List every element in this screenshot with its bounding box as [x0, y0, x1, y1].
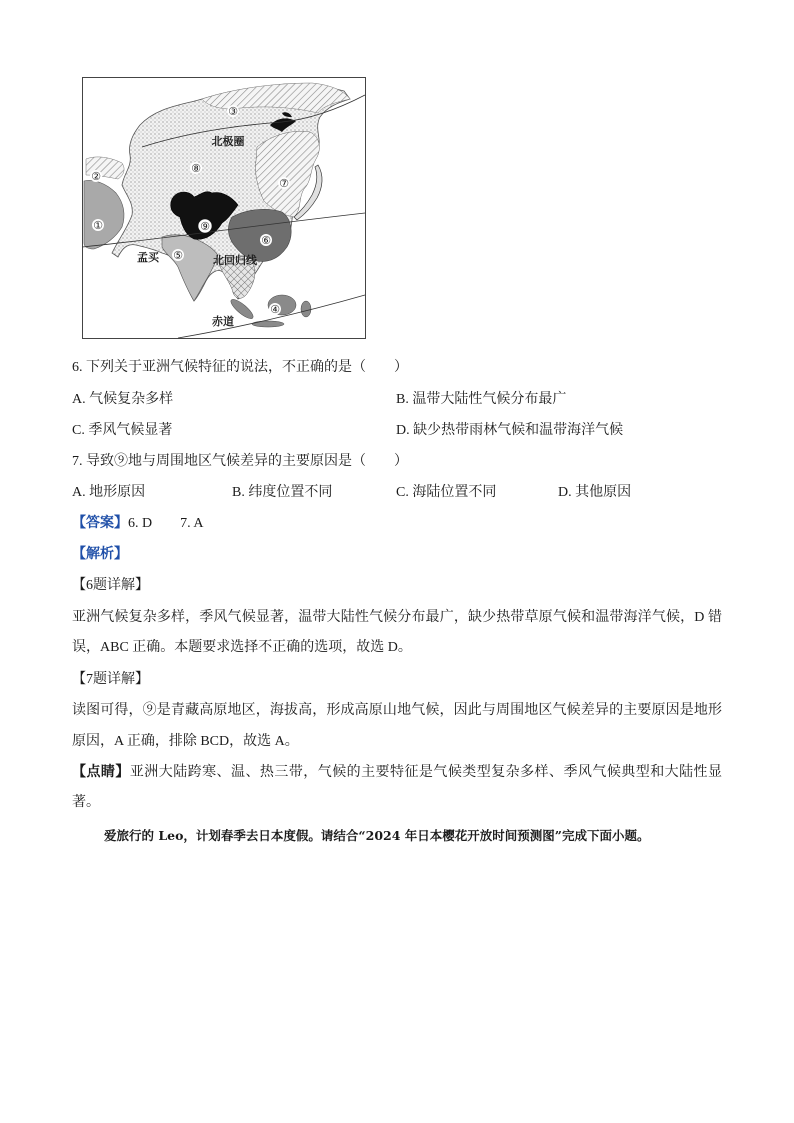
question-6-option-c: C. 季风气候显著	[72, 423, 173, 438]
question-7-option-c: C. 海陆位置不同	[396, 485, 497, 500]
region-marker-8-text: ⑧	[191, 162, 201, 175]
region-marker-9	[198, 219, 212, 233]
question-6-stem: 6. 下列关于亚洲气候特征的说法，不正确的是（ ）	[72, 360, 408, 375]
arctic-circle-label: 北极圈	[211, 135, 245, 148]
q6-detail-heading: 【6题详解】	[72, 578, 149, 593]
question-7-option-d: D. 其他原因	[558, 485, 632, 500]
region-marker-4	[269, 303, 281, 316]
question-6-option-a: A. 气候复杂多样	[72, 392, 174, 407]
region-marker-1-text: ①	[93, 219, 103, 232]
analysis-label: 【解析】	[72, 547, 128, 562]
mumbai-label: 孟买	[137, 251, 159, 264]
region-marker-9-text: ⑨	[200, 220, 210, 233]
region-marker-4-text: ④	[270, 303, 280, 316]
question-7-option-b: B. 纬度位置不同	[232, 485, 333, 500]
tip-text-1: 亚洲大陆跨寒、温、热三带，气候的主要特征是气候类型复杂多样、季风气候典型和大陆性显	[129, 765, 723, 780]
region-marker-5-text: ⑤	[173, 249, 183, 262]
asia-climate-map	[82, 77, 366, 339]
q6-detail-line-1: 亚洲气候复杂多样，季风气候显著，温带大陆性气候分布最广，缺少热带草原气候和温带海洋气候，D 错	[72, 610, 722, 625]
region-marker-6-text: ⑥	[261, 234, 271, 247]
region-marker-1	[92, 219, 104, 232]
question-6-option-d: D. 缺少热带雨林气候和温带海洋气候	[396, 423, 624, 438]
tip-label: 【点睛】	[72, 765, 130, 780]
tip-line-1	[72, 763, 722, 783]
region-marker-8	[190, 162, 202, 175]
answer-text: 6. D 7. A	[128, 516, 204, 531]
region-marker-5	[172, 249, 184, 262]
region-marker-6	[260, 234, 272, 247]
tip-line-2: 著。	[72, 795, 100, 810]
question-6-option-b: B. 温带大陆性气候分布最广	[396, 392, 567, 407]
region-marker-2-text: ②	[91, 170, 101, 183]
answer-label: 【答案】	[72, 516, 128, 531]
region-marker-2	[90, 170, 102, 183]
q6-detail-line-2: 误，ABC 正确。本题要求选择不正确的选项，故选 D。	[72, 640, 412, 655]
q7-detail-line-2: 原因，A 正确，排除 BCD，故选 A。	[72, 734, 299, 749]
q7-detail-line-1: 读图可得，⑨是青藏高原地区，海拔高，形成高原山地气候，因此与周围地区气候差异的主要原因是地形	[72, 703, 722, 718]
equator-label: 赤道	[212, 315, 234, 328]
region-marker-7-text: ⑦	[279, 177, 289, 190]
question-7-option-a: A. 地形原因	[72, 485, 146, 500]
question-7-stem: 7. 导致⑨地与周围地区气候差异的主要原因是（ ）	[72, 454, 408, 469]
tropic-of-cancer-label: 北回归线	[213, 254, 257, 267]
region-marker-3-text: ③	[228, 105, 238, 118]
region-marker-7	[278, 177, 290, 190]
region-marker-3	[227, 105, 239, 118]
q7-detail-heading: 【7题详解】	[72, 672, 149, 687]
answer-line	[72, 514, 203, 534]
next-section-intro: 爱旅行的 Leo，计划春季去日本度假。请结合“2024 年日本樱花开放时间预测图”完成下面小题。	[104, 828, 650, 843]
